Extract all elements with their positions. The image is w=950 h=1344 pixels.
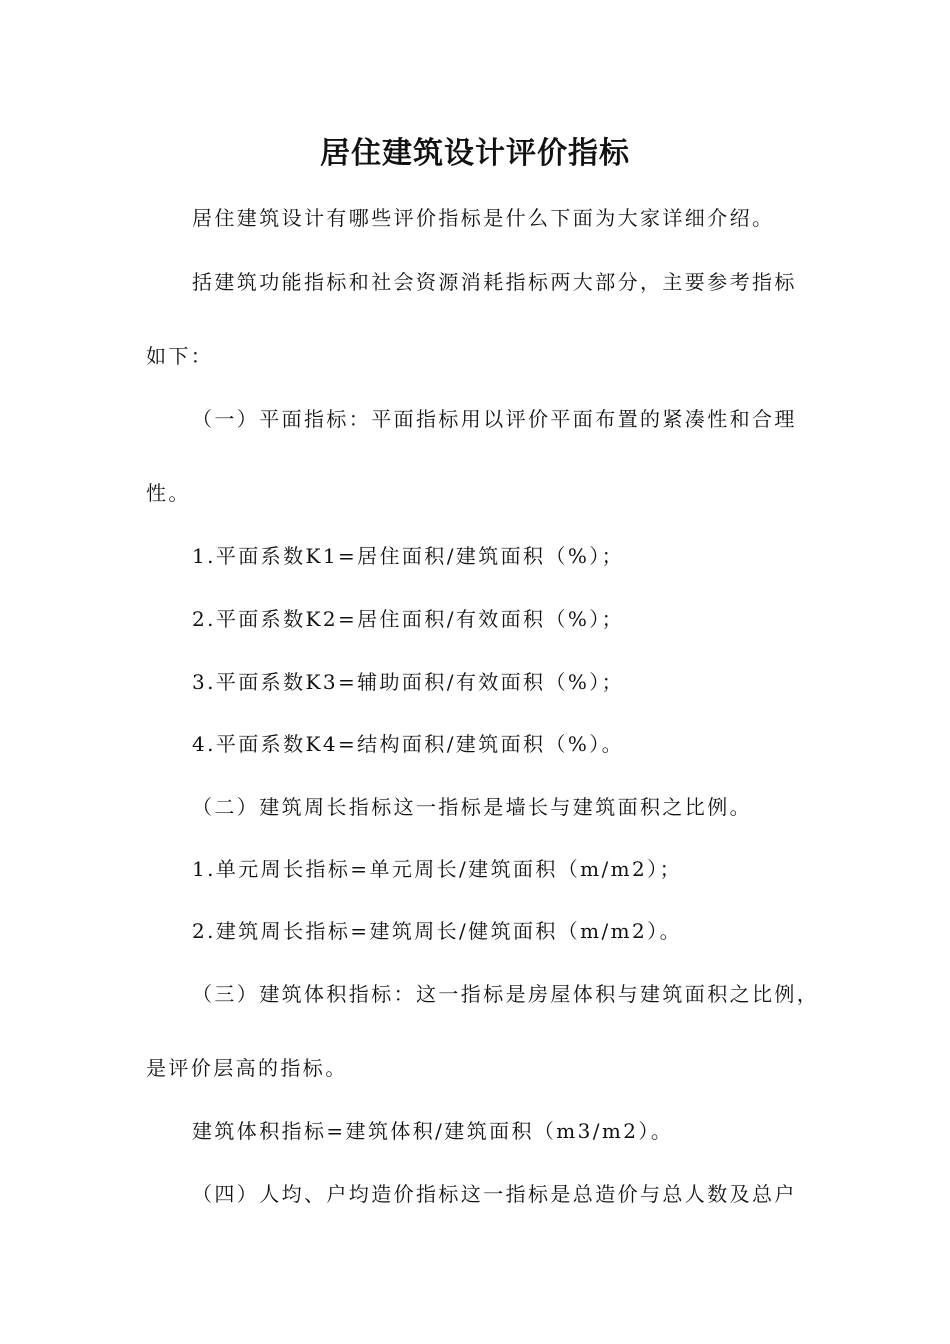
section2-heading: （二）建筑周长指标这一指标是墙长与建筑面积之比例。 <box>192 795 752 819</box>
document-title: 居住建筑设计评价指标 <box>320 136 630 171</box>
section1-item-2: 2.平面系数K2=居住面积/有效面积（%）； <box>192 607 625 631</box>
section1-item-1: 1.平面系数K1=居住面积/建筑面积（%）； <box>192 544 625 568</box>
section3-heading-line-2: 是评价层高的指标。 <box>146 1056 348 1080</box>
section4-heading-line-1: （四）人均、户均造价指标这一指标是总造价与总人数及总户 <box>192 1182 797 1206</box>
section1-item-3: 3.平面系数K3=辅助面积/有效面积（%）； <box>192 670 625 694</box>
section3-heading-line-1: （三）建筑体积指标：这一指标是房屋体积与建筑面积之比例， <box>192 982 820 1006</box>
section1-item-4: 4.平面系数K4=结构面积/建筑面积（%）。 <box>192 732 625 756</box>
overview-paragraph-line-1: 括建筑功能指标和社会资源消耗指标两大部分，主要参考指标 <box>192 270 797 294</box>
section2-item-2: 2.建筑周长指标=建筑周长/健筑面积（m/m2）。 <box>192 919 682 943</box>
section3-formula: 建筑体积指标=建筑体积/建筑面积（m3/m2）。 <box>192 1119 674 1143</box>
section2-item-1: 1.单元周长指标=单元周长/建筑面积（m/m2）； <box>192 857 682 881</box>
overview-paragraph-line-2: 如下： <box>146 344 214 368</box>
section1-heading-line-1: （一）平面指标：平面指标用以评价平面布置的紧凑性和合理 <box>192 407 797 431</box>
section1-heading-line-2: 性。 <box>146 481 191 505</box>
intro-paragraph: 居住建筑设计有哪些评价指标是什么下面为大家详细介绍。 <box>192 206 775 230</box>
